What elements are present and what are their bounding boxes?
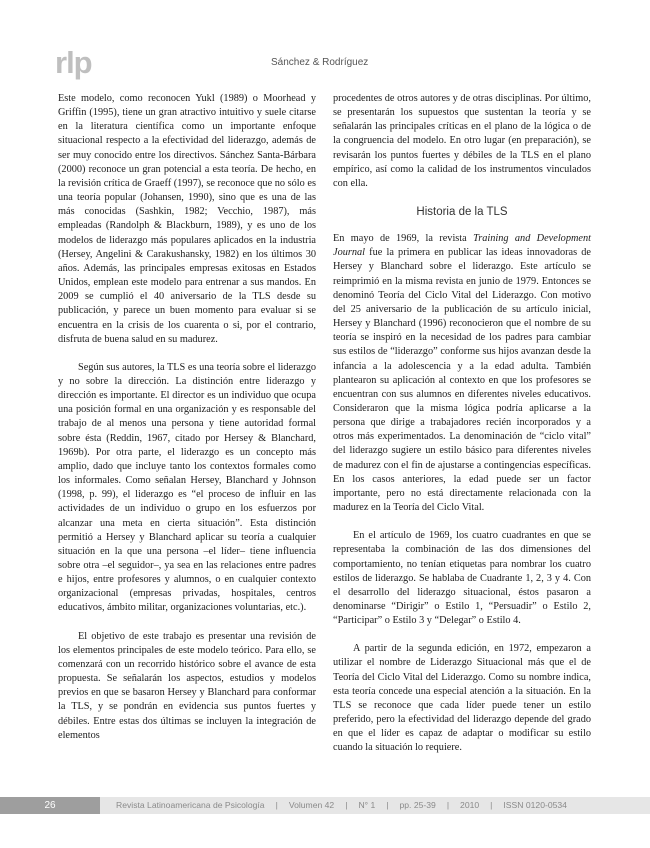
paragraph: procedentes de otros autores y de otras disciplinas. Por último, se presentarán los supuestos que sustentan la teoría y se señalarán las principales críticas en el plano de la lógica o de la congruencia del modelo. En otro lugar (en preparación), se revisarán los puntos fuertes y débiles de la TLS en el plano empírico, así como la calidad de los instrumentos vinculados con ella. [333,93,591,189]
footer-journal: Revista Latinoamericana de Psicología [116,800,265,810]
text-run: En mayo de 1969, la revista [333,233,474,245]
paragraph: A partir de la segunda edición, en 1972, empezaron a utilizar el nombre de Liderazgo Situacional más que el de Teoría del Ciclo Vital del Liderazgo. Como su nombre indica, esta teoría concede una especial atención a la situación. En la TLS se reconoce que cada líder puede tener un estilo preferido, pero la efectividad del liderazgo depende del grado en que el líder es capaz de adaptar o modificar su estilo cuando la situación lo requiere. [333,643,591,754]
footer-issn: ISSN 0120-0534 [503,800,567,810]
left-column [58,92,316,743]
journal-title: Training and Development Journal [333,233,591,259]
right-column [333,92,591,756]
footer-citation: Revista Latinoamericana de Psicología | Volumen 42 | N° 1 | pp. 25-39 | 2010 | ISSN 0120-0534 [116,800,567,810]
footer-volume: Volumen 42 [288,800,335,810]
paragraph: El objetivo de este trabajo es presentar una revisión de los elementos principales de este modelo teórico. Para ello, se comenzará con un recorrido histórico sobre el avance de esta propuesta. Se señalarán los aspectos, estudios y modelos previos en que se basaron Hersey y Blanchard para conformar la TLS, y se pondrán en evidencia sus puntos fuertes y débiles. Entre estas dos últimas se incluyen la integración de elementos [58,630,316,741]
paragraph [333,232,591,515]
text-run: fue la primera en publicar las ideas innovadoras de Hersey y Blanchard sobre el liderazgo. Este artículo se reimprimió en la misma revista en junio de 1979. Entonces se denominó Teoría del Ciclo Vital del Liderazgo. Con motivo del 25 aniversario de la publicación de su artículo inicial, Hersey y Blanchard (1996) reconocieron que el nombre de su teoría se inspiró en la necesidad de los padres para cambiar sus estilos de “liderazgo” conforme sus hijos avanzan desde la infancia a la adolescencia y a la edad adulta. También plantearon su aplicación al contexto en que los profesores se encuentran con sus alumnos en diferentes niveles educativos. Consideraron que la misma lógica podría aplicarse a la persona que dirige a trabajadores recién incorporados y a otros más experimentados. La denominación de “ciclo vital” del liderazgo sugiere un estilo básico para diferentes niveles de madurez con el fin de ajustarse a contingencias específicas. En los casos anteriores, la edad puede ser un factor importante, pero no está directamente relacionada con la madurez en la Teoría del Ciclo Vital. [333,247,591,514]
footer-issue: N° 1 [358,800,376,810]
page-number: 26 [0,797,100,814]
paragraph: Este modelo, como reconocen Yukl (1989) o Moorhead y Griffin (1995), tiene un gran atractivo intuitivo y suele citarse en la literatura científica como un importante enfoque situacional respecto a la efectividad del liderazgo, además de ser muy conocido entre los directivos. Sánchez Santa-Bárbara (2000) reconoce un gran potencial a esta teoría. De hecho, en la revisión crítica de Graeff (1997), se reconoce que no sólo es una teoría popular (Johansen, 1990), sino que es una de las más conocidas (Sashkin, 1982; Vecchio, 1987), más empleadas (Randolph & Blackburn, 1989), y es uno de los modelos de liderazgo más populares aplicados en la industria (Hersey, Angelini & Carakushansky, 1982) en los últimos 30 años. Además, las principales empresas exitosas en Estados Unidos, emplean este modelo para entrenar a sus mandos. En 2009 se cumplió el 40 aniversario de la TLS desde su publicación, y parece un buen momento para evaluar si se encuentra en la crisis de los cuarenta o si, por el contrario, disfruta de buena salud en su madurez. [58,93,316,345]
paragraph: En el artículo de 1969, los cuatro cuadrantes en que se representaba la combinación de las dos dimensiones del comportamiento, no tenían etiquetas para nombrar los cuatro estilos de liderazgo. Se hablaba de Cuadrante 1, 2, 3 y 4. Con el desarrollo del liderazgo situacional, éstos pasaron a denominarse “Dirigir” o Estilo 1, “Persuadir” o Estilo 2, “Participar” o Estilo 3 y “Delegar” o Estilo 4. [333,530,591,627]
footer-pages: pp. 25-39 [399,800,436,810]
footer-year: 2010 [460,800,480,810]
section-heading: Historia de la TLS [416,206,508,219]
paragraph: Según sus autores, la TLS es una teoría sobre el liderazgo y no sobre la dirección. La distinción entre liderazgo y dirección es importante. El director es un individuo que ocupa una posición formal en una organización y es responsable del trabajo de al menos una persona y tiene autoridad formal sobre ésta (Reddin, 1967, citado por Hersey & Blanchard, 1969b). Por otra parte, el liderazgo es un concepto más amplio, dado que incluye tanto los contextos formales como los informales. Como señalan Hersey, Blanchard y Johnson (1998, p. 99), el liderazgo es “el proceso de influir en las actividades de un individuo o grupo en los esfuerzos por alcanzar una meta en cierta situación”. Esta distinción permitió a Hersey y Blanchard aplicar su teoría a cualquier situación en la que una persona –el líder– tiene influencia sobre otra –el seguidor–, ya sea en las relaciones entre padres e hijos, entre profesores y alumnos, o en cualquier contexto organizacional (empresas privadas, hospitales, centros educativos, ámbito militar, organizaciones voluntarias, etc.). [58,361,316,614]
running-head-authors: Sánchez & Rodríguez [271,57,369,68]
journal-logo: rlp [55,45,92,80]
